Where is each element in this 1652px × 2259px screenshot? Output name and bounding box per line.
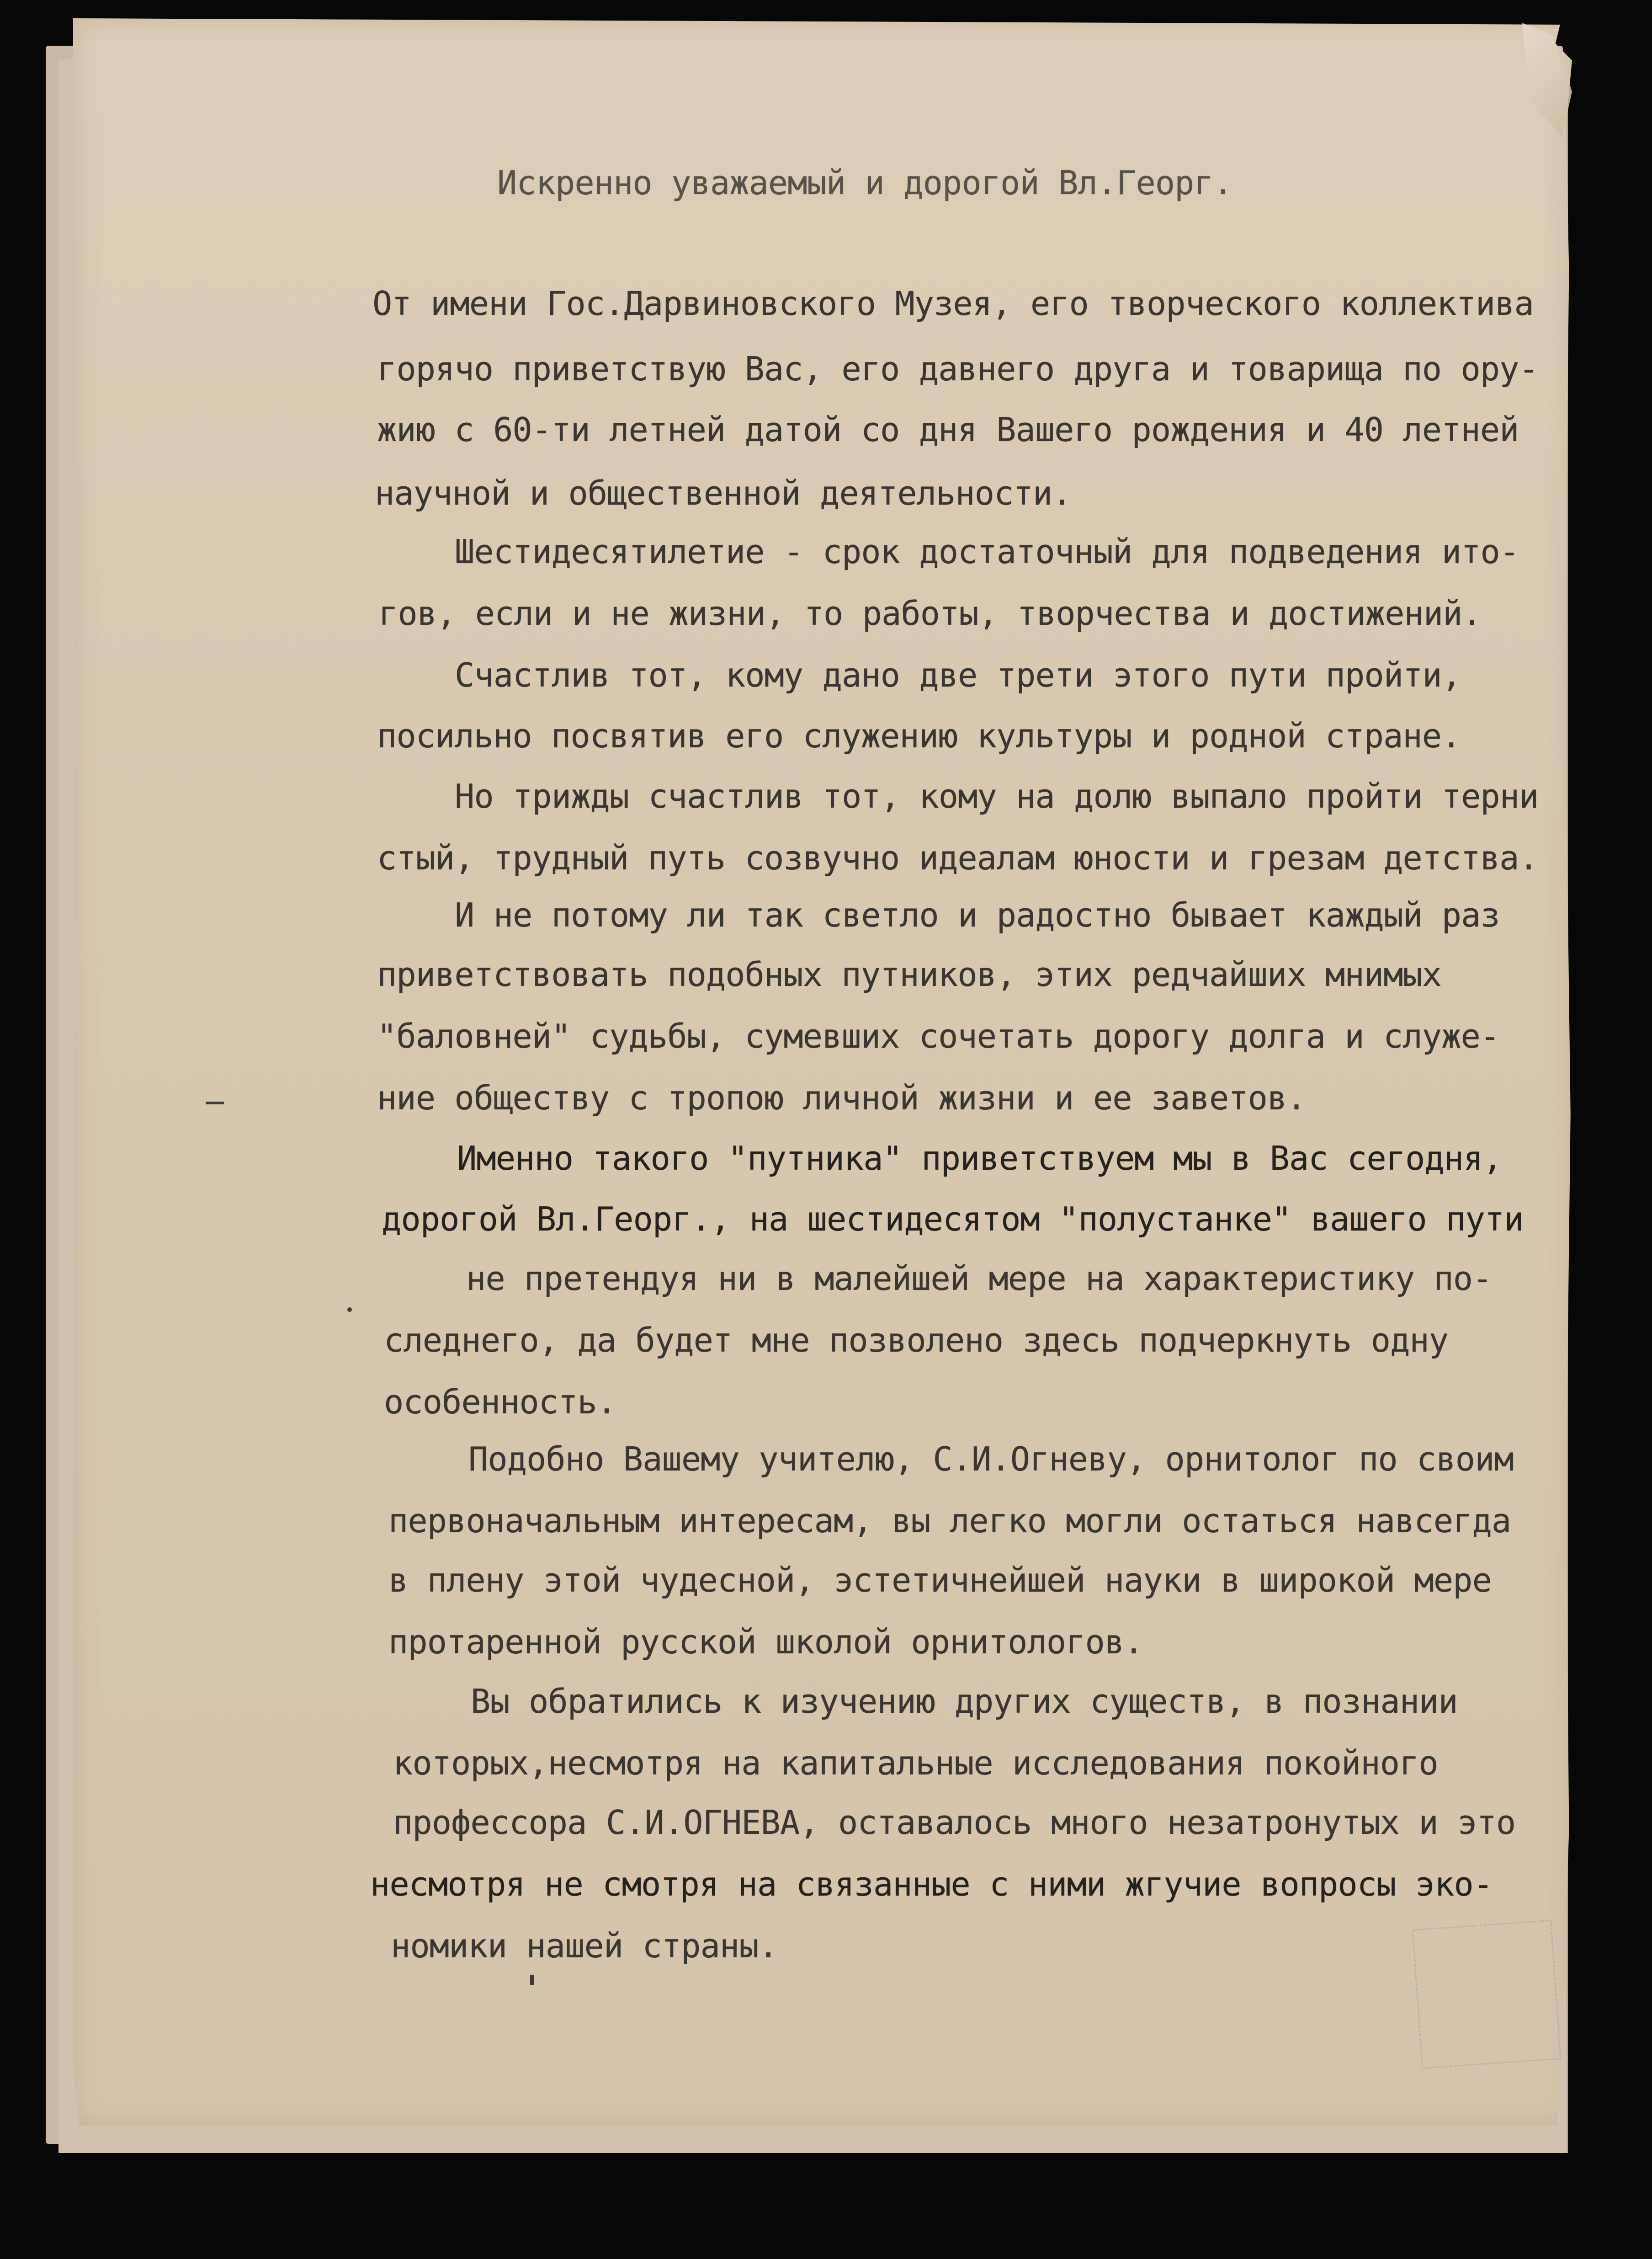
text-line: горячо приветствую Вас, его давнего друга и товарища по ору- xyxy=(377,350,1538,388)
text-line: номики нашей страны. xyxy=(391,1927,778,1965)
text-line: дорогой Вл.Георг., на шестидесятом "полустанке" вашего пути xyxy=(382,1200,1524,1238)
text-line: следнего, да будет мне позволено здесь подчеркнуть одну xyxy=(384,1321,1449,1359)
text-line: не претендуя ни в малейшей мере на характеристику по- xyxy=(466,1259,1492,1298)
text-line: Вы обратились к изучению других существ, в познании xyxy=(471,1682,1458,1721)
text-line: От имени Гос.Дарвиновского Музея, его творческого коллектива xyxy=(372,284,1534,323)
text-line: первоначальным интересам, вы легко могли остаться навсегда xyxy=(388,1502,1511,1540)
text-line: несмотря не смотря на связанные с ними жгучие вопросы эко- xyxy=(370,1865,1493,1903)
text-line: Шестидесятилетие - срок достаточный для подведения ито- xyxy=(455,533,1519,571)
ink-mark xyxy=(206,1102,224,1104)
text-line: И не потому ли так светло и радостно бывает каждый раз xyxy=(455,896,1500,934)
ink-mark xyxy=(530,1975,534,1985)
text-line: гов, если и не жизни, то работы, творчества и достижений. xyxy=(378,594,1482,633)
text-line: Но трижды счастлив тот, кому на долю выпало пройти терни xyxy=(455,777,1539,815)
text-line: особенность. xyxy=(384,1383,616,1421)
text-line: профессора С.И.ОГНЕВА, оставалось много незатронутых и это xyxy=(393,1803,1516,1842)
text-line: Счастлив тот, кому дано две трети этого пути пройти, xyxy=(455,656,1461,694)
text-line: научной и общественной деятельности. xyxy=(375,474,1072,512)
text-line: протаренной русской школой орнитологов. xyxy=(388,1623,1143,1661)
text-line: Подобно Вашему учителю, С.И.Огневу, орнитолог по своим xyxy=(468,1440,1514,1478)
text-line: посильно посвятив его служению культуры и родной стране. xyxy=(377,717,1461,755)
salutation: Искренно уважаемый и дорогой Вл.Георг. xyxy=(497,164,1233,202)
ink-dot xyxy=(347,1307,352,1312)
text-line: ние обществу с тропою личной жизни и ее заветов. xyxy=(377,1079,1306,1117)
text-line: стый, трудный путь созвучно идеалам юности и грезам детства. xyxy=(377,839,1538,877)
text-line: Именно такого "путника" приветствуем мы в Вас сегодня, xyxy=(457,1139,1502,1177)
text-line: которых,несмотря на капитальные исследования покойного xyxy=(393,1744,1438,1782)
faded-stamp xyxy=(1412,1920,1562,2069)
text-line: жию с 60-ти летней датой со дня Вашего рождения и 40 летней xyxy=(377,410,1519,449)
text-line: в плену этой чудесной, эстетичнейшей науки в широкой мере xyxy=(388,1561,1492,1599)
text-line: "баловней" судьбы, сумевших сочетать дорогу долга и служе- xyxy=(377,1017,1500,1055)
text-line: приветствовать подобных путников, этих редчайших мнимых xyxy=(377,955,1442,994)
